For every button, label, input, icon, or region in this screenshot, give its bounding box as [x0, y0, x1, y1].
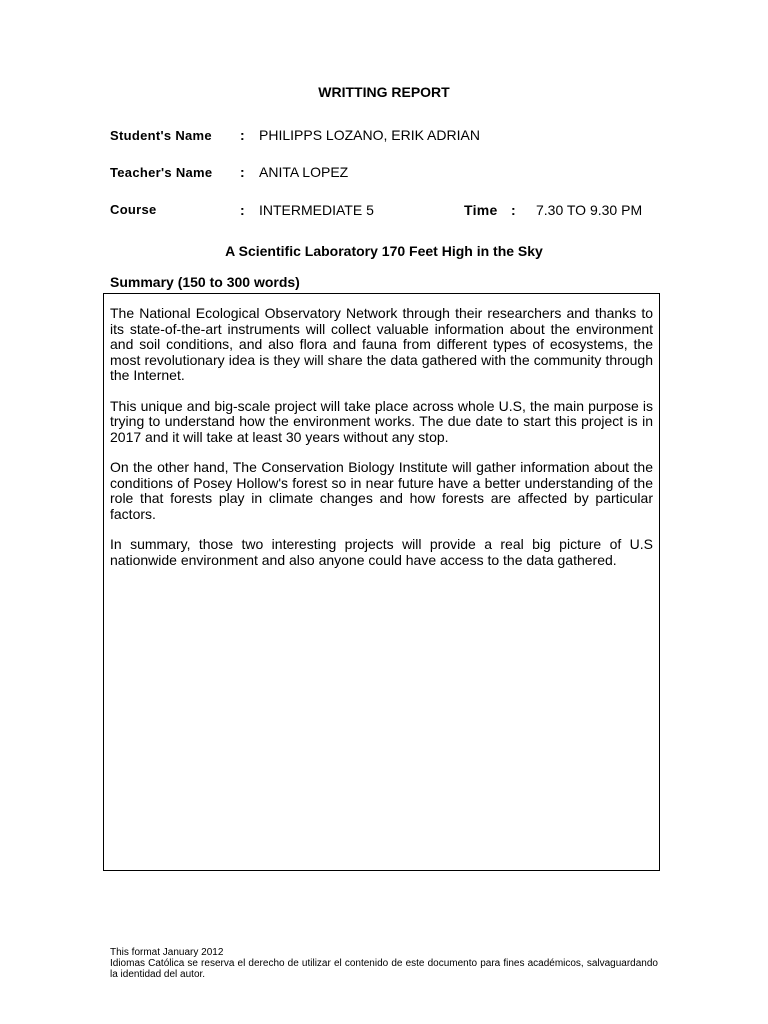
teacher-name-value: ANITA LOPEZ	[259, 164, 349, 180]
footer-rights-note: Idiomas Católica se reserva el derecho de utilizar el contenido de este documento para fines académicos, salvaguardando la identidad del autor.	[110, 958, 658, 980]
summary-paragraph-3: On the other hand, The Conservation Biology Institute will gather information about the conditions of Posey Hollow's forest so in near future have a better understanding of the role that forests play in climate changes and how forests are affected by particular factors.	[110, 459, 653, 522]
course-label: Course	[110, 202, 157, 217]
student-name-value: PHILIPPS LOZANO, ERIK ADRIAN	[259, 127, 480, 143]
time-label: Time	[464, 202, 498, 218]
summary-heading: Summary (150 to 300 words)	[110, 274, 300, 290]
course-colon: :	[240, 202, 245, 218]
essay-title: A Scientific Laboratory 170 Feet High in the Sky	[225, 243, 543, 259]
time-value: 7.30 TO 9.30 PM	[536, 202, 643, 218]
time-colon: :	[511, 202, 516, 218]
student-name-colon: :	[240, 127, 245, 143]
teacher-name-colon: :	[240, 164, 245, 180]
summary-box	[103, 293, 660, 871]
summary-paragraph-2: This unique and big-scale project will take place across whole U.S, the main purpose is trying to understand how the environment works. The due date to start this project is in 2017 and it will take at least 30 years without any stop.	[110, 397, 653, 445]
report-title: WRITTING REPORT	[318, 84, 450, 100]
summary-paragraph-4: In summary, those two interesting projects will provide a real big picture of U.S nationwide environment and also anyone could have access to the data gathered.	[110, 536, 653, 568]
course-value: INTERMEDIATE 5	[259, 202, 374, 218]
teacher-name-label: Teacher's Name	[110, 165, 213, 180]
footer-format-note: This format January 2012	[110, 947, 224, 958]
footer	[110, 947, 658, 980]
summary-paragraph-1: The National Ecological Observatory Network through their researchers and thanks to its state-of-the-art instruments will collect valuable information about the environment and soil conditions, and also flora and fauna from different types of ecosystems, the most revolutionary idea is they will share the data gathered with the community through the Internet.	[110, 305, 653, 383]
student-name-label: Student's Name	[110, 128, 212, 143]
